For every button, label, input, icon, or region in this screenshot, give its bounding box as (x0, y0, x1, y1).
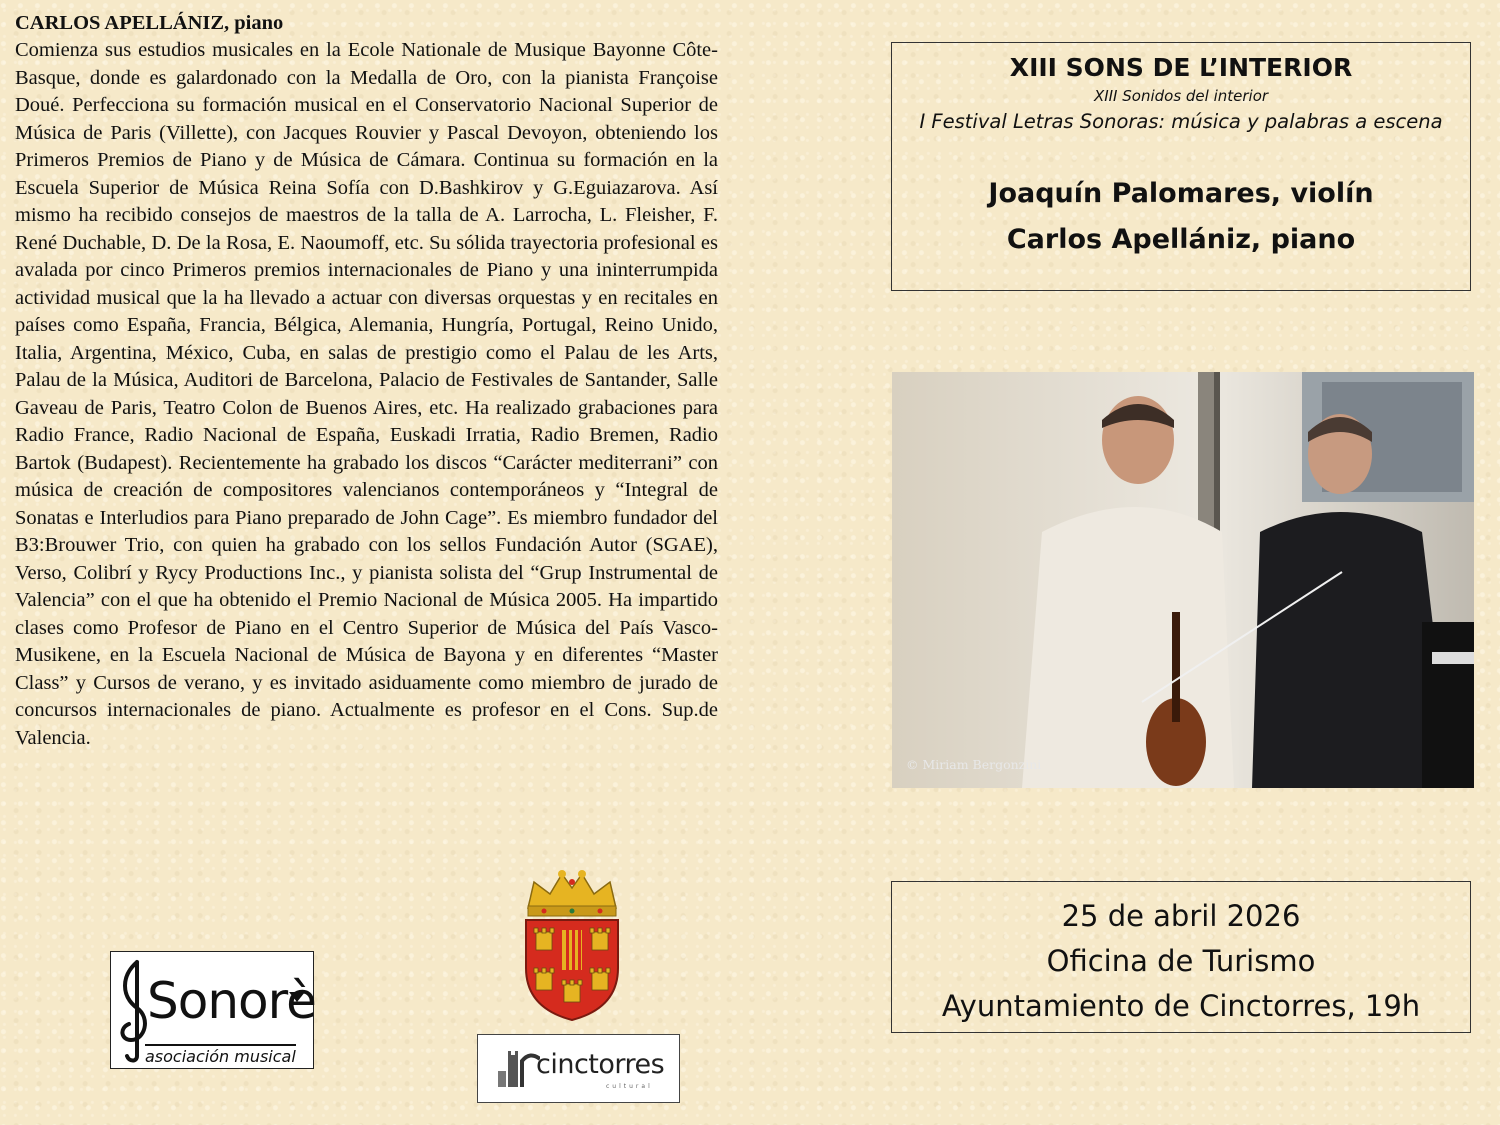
sonore-subtitle: asociación musical (145, 1044, 296, 1066)
sonore-name: Sonorè (147, 972, 316, 1030)
bio-title: CARLOS APELLÁNIZ, piano (15, 12, 284, 34)
sonore-logo (110, 951, 314, 1069)
castle-tower-icon (496, 1047, 540, 1089)
photo-credit: © Miriam Bergonzini (906, 757, 1042, 772)
concert-header-box (891, 42, 1471, 291)
artist-violin: Joaquín Palomares, violín (988, 178, 1374, 209)
triangle-icon (289, 992, 305, 1002)
cinctorres-small-text: cultural (606, 1083, 653, 1090)
cinctorres-logo (477, 1034, 680, 1103)
event-info-box (891, 881, 1471, 1033)
bio-text: Comienza sus estudios musicales en la Ecole Nationale de Musique Bayonne Côte-Basque, donde es galardonado con la Medalla de Oro, con la pianista Françoise Doué. Perfecciona su formación musical en el Conservatorio Nacional Superior de Música de Paris (Villette), con Jacques Rouvier y Pascal Devoyon, obteniendo los Primeros Premios de Piano y de Música de Cámara. Continua su formación en la Escuela Superior de Música Reina Sofía con D.Bashkirov y G.Eguiazarova. Así mismo ha recibido consejos de maestros de la talla de A. Larrocha, L. Fleisher, F. René Duchable, D. De la Rosa, E. Naoumoff, etc. Su sólida trayectoria profesional es avalada por cinco Primeros premios internacionales de Piano y una ininterrumpida actividad musical que la ha llevado a actuar con diversas orquestas y en recitales en países como España, Francia, Bélgica, Alemania, Hungría, Portugal, Reino Unido, Italia, Argentina, México, Cuba, en salas de prestigio como el Palau de les Arts, Palau de la Música, Auditori de Barcelona, Palacio de Festivales de Santander, Salle Gaveau de Paris, Teatro Colon de Buenos Aires, etc. Ha realizado grabaciones para Radio France, Radio Nacional de España, Euskadi Irratia, Radio Bremen, Radio Bartok (Budapest). Recientemente ha grabado los discos “Carácter mediterrani” con música de creación de compositores valencianos contemporáneos y “Integral de Sonatas e Interludios para Piano preparado de John Cage”. Es miembro fundador del B3:Brouwer Trio, con quien ha grabado con los sellos Fundación Autor (SGAE), Verso, Colibrí y Rycy Productions Inc., y pianista solista del “Grup Instrumental de Valencia” con el que ha obtenido el Premio Nacional de Música 2005. Ha impartido clases como Profesor de Piano en el Centro Superior de Música del País Vasco-Musikene, en la Escuela Nacional de Música de Bayona y en diferentes “Master Class” y Cursos de verano, y es invitado asiduamente como miembro de jurado de concursos internacionales de piano. Actualmente es profesor en el Cons. Sup.de Valencia. (15, 39, 718, 749)
artist-piano: Carlos Apellániz, piano (1006, 224, 1356, 255)
coat-of-arms-icon (512, 868, 632, 1023)
biography-section (15, 9, 718, 752)
festival-name: I Festival Letras Sonoras: música y palabras a escena (919, 110, 1443, 133)
event-date: 25 de abril 2026 (1061, 899, 1301, 933)
festival-title: XIII SONS DE L’INTERIOR (1009, 53, 1353, 82)
cinctorres-name: cinctorres (536, 1049, 665, 1080)
festival-subtitle: XIII Sonidos del interior (1093, 87, 1269, 105)
event-place: Oficina de Turismo (1046, 944, 1316, 978)
event-venue-time: Ayuntamiento de Cinctorres, 19h (941, 989, 1421, 1023)
performers-photo (892, 372, 1474, 788)
